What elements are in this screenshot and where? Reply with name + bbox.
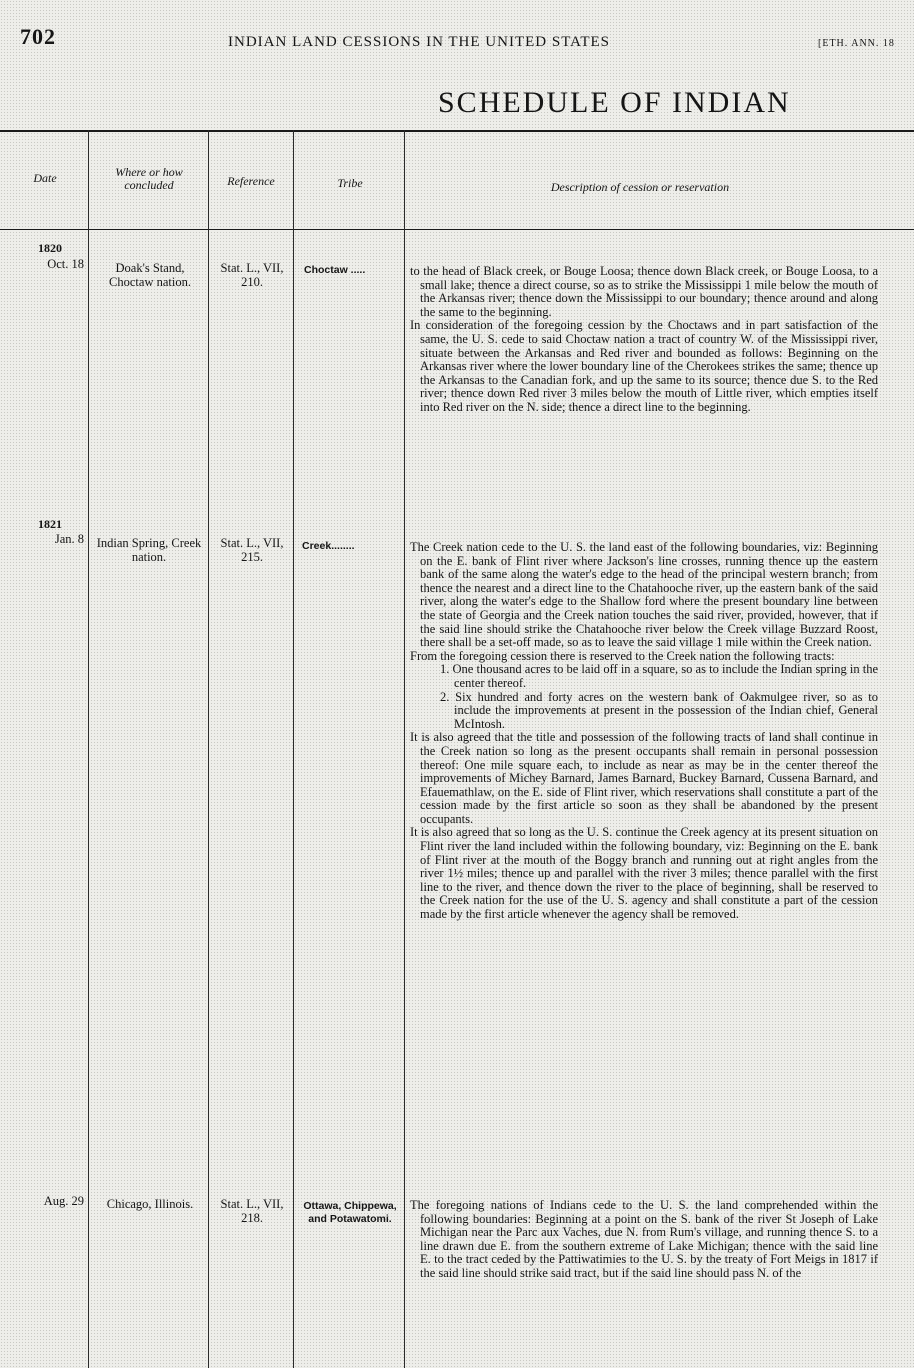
description-paragraph: It is also agreed that so long as the U. S. continue the Creek agency at its present situation on Flint river the land included within the following boundary, viz: Beginning on the E. bank of Flint river at the mouth of the Boggy branch and running out at right angles from the river 1½ miles; thence up and parallel with the river 3 miles; thence parallel with the first line to the river, and thence down the river to the place of beginning, shall be reserved to the Creek nation for the use of the U. S. agency and shall constitute a part of the cession made by the first article whenever the agency shall be removed. bbox=[410, 825, 878, 922]
column-header-date: Date bbox=[33, 171, 57, 185]
entry-where: Chicago, Illinois. bbox=[106, 1197, 194, 1211]
entry-reference: Stat. L., VII, 215. bbox=[220, 536, 284, 564]
running-tag: [ETH. ANN. 18 bbox=[818, 38, 895, 49]
entry-where: Doak's Stand, Choctaw nation. bbox=[109, 261, 191, 289]
entry-tribe: Ottawa, Chippewa, and Potawatomi. bbox=[303, 1200, 397, 1225]
reserved-tract-item: 1. One thousand acres to be laid off in a square, so as to include the Indian spring in the center thereof. bbox=[440, 662, 878, 690]
reserved-tract-item: 2. Six hundred and forty acres on the western bank of Oakmulgee river, so as to include the improvements at present in the possession of the Indian chief, General McIntosh. bbox=[440, 689, 878, 731]
entry-date: Aug. 29 bbox=[43, 1194, 84, 1208]
entry-description bbox=[410, 265, 878, 415]
description-paragraph: The Creek nation cede to the U. S. the land east of the following boundaries, viz: Beginning on the E. bank of Flint river where Jackson's line crosses, running thence up the eastern bank of the same along the water's edge to the head of the principal western branch; from thence the nearest and a direct line to the Chatahooche river, up the eastern bank of the said river, along the water's edge to the Shallow ford where the present boundary line between the state of Georgia and the Creek nation touches the said river, provided, however, that if the said line should strike the Chatahooche river below the Creek village Buzzard Roost, there shall be a set-off made, so as to leave the said village 1 mile within the Creek nation. bbox=[410, 540, 878, 650]
schedule-title: SCHEDULE OF INDIAN bbox=[438, 86, 791, 119]
entry-date: Jan. 8 bbox=[54, 532, 84, 546]
entry-tribe: Choctaw ..... bbox=[304, 264, 366, 276]
column-divider bbox=[208, 130, 209, 1368]
description-paragraph: It is also agreed that the title and possession of the following tracts of land shall continue in the Creek nation so long as the present occupants shall remain in personal possession thereof: One mile square each, to include as near as may be in the center thereof the improvements of Michey Barnard, James Barnard, Buckey Barnard, Cussena Barnard, and Efauemathlaw, on the E. side of Flint river, which reservations shall constitute a part of the cession made by the first article so soon as they shall be abandoned by the present occupants. bbox=[410, 730, 878, 826]
entry-where: Indian Spring, Creek nation. bbox=[96, 536, 202, 564]
column-divider bbox=[293, 130, 294, 1368]
table-top-rule bbox=[0, 130, 914, 132]
column-divider bbox=[404, 130, 405, 1368]
page-number: 702 bbox=[20, 24, 56, 49]
column-header-tribe: Tribe bbox=[337, 176, 363, 190]
entry-year: 1820 bbox=[38, 241, 62, 255]
column-header-description: Description of cession or reservation bbox=[550, 180, 730, 194]
entry-tribe: Creek........ bbox=[302, 540, 355, 552]
entry-description bbox=[410, 1199, 878, 1281]
description-paragraph: In consideration of the foregoing cession by the Choctaws and in part satisfaction of the same, the U. S. cede to said Choctaw nation a tract of country W. of the Mississippi river, situate between the Arkansas and Red river and bounded as follows: Beginning on the Arkansas river where the lower boundary line of the Cherokees strikes the same; thence up the Arkansas to the Canadian fork, and up the same to its source; thence due S. to the Red river; thence down Red river 3 miles below the mouth of Little river, which empties itself into Red river on the N. side; thence a direct line to the beginning. bbox=[410, 318, 878, 414]
description-paragraph: From the foregoing cession there is reserved to the Creek nation the following tracts: bbox=[410, 648, 835, 663]
description-paragraph: The foregoing nations of Indians cede to the U. S. the land comprehended within the following boundaries: Beginning at a point on the S. bank of the river St Joseph of Lake Michigan near the Parc aux Vaches, due N. from Rum's village, and running thence S. to a line drawn due E. from the southern extreme of Lake Michigan; thence with the said line E. to the tract ceded by the Pattiwatimies to the U. S. by the treaty of Fort Meigs in 1817 if the said line should strike said tract, but if the said line should pass N. of the bbox=[410, 1198, 878, 1280]
column-header-where: Where or how concluded bbox=[115, 165, 183, 192]
entry-description bbox=[410, 541, 878, 922]
entry-reference: Stat. L., VII, 218. bbox=[220, 1197, 284, 1225]
description-paragraph: to the head of Black creek, or Bouge Loosa; thence down Black creek, or Bouge Loosa, to a small lake; thence a direct course, so as to strike the Mississippi 1 mile below the mouth of the Arkansas river; thence down the Mississippi to our boundary; thence around and along the same to the beginning. bbox=[410, 264, 878, 319]
entry-reference: Stat. L., VII, 210. bbox=[220, 261, 284, 289]
entry-date: Oct. 18 bbox=[47, 257, 84, 271]
column-header-reference: Reference bbox=[227, 174, 275, 188]
header-bottom-rule bbox=[0, 229, 914, 230]
running-head: INDIAN LAND CESSIONS IN THE UNITED STATES bbox=[228, 34, 611, 50]
column-divider bbox=[88, 130, 89, 1368]
entry-year: 1821 bbox=[38, 517, 62, 531]
